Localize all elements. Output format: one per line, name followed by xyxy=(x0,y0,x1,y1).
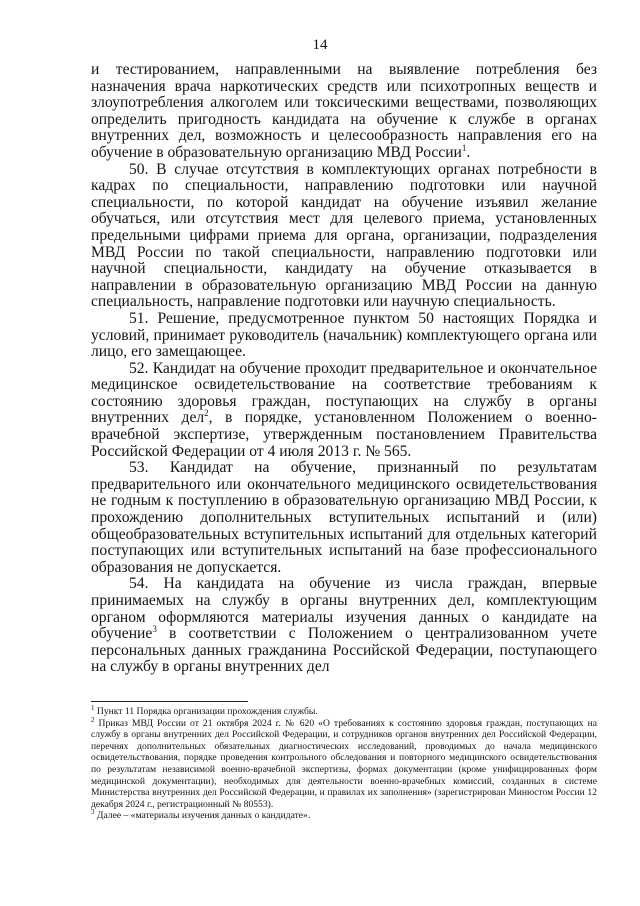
footnote-ref: 1 xyxy=(461,142,467,153)
paragraph-tail: в соответствии с Положением о централизованном учете персональных данных гражданина Российской Федерации, поступающего на службу в органы внутренних дел xyxy=(91,625,597,676)
footnote-mark: 2 xyxy=(91,715,95,724)
paragraph-text: 50. В случае отсутствия в комплектующих органах потребности в кадрах по специальности, направлению подготовки или научной специальности, по которой кандидат на обучение изъявил желание обучаться, или отсутствия мест для целевого приема, установленных предельными цифрами приема для органа, организации, подразделения МВД России по такой специальности, направлению подготовки или научной специальности, кандидату на обучение отказывается в направлении в образовательную организацию МВД России на данную специальность, направление подготовки или научную специальность. xyxy=(91,160,597,311)
paragraph-53 xyxy=(91,460,597,576)
paragraph-text: 52. Кандидат на обучение проходит предварительное и окончательное медицинское освидетельствование на соответствие требованиям к состоянию здоровья граждан, поступающих на службу в органы внутренних дел xyxy=(91,359,597,427)
paragraph-54 xyxy=(91,576,597,676)
paragraph-51 xyxy=(91,311,597,361)
footnote-ref: 2 xyxy=(204,408,209,419)
paragraph-continuation xyxy=(91,62,597,162)
paragraph-52 xyxy=(91,361,597,461)
footnotes xyxy=(91,703,597,822)
paragraph-text: 51. Решение, предусмотренное пунктом 50 настоящих Порядка и условий, принимает руководитель (начальник) комплектующего органа или лицо, его замещающее. xyxy=(91,309,597,361)
paragraph-text: и тестированием, направленными на выявление потребления без назначения врача наркотических средств или психотропных веществ и злоупотребления алкоголем или токсическими веществами, позволяющих определить пригодность кандидата на обучение к службе в органах внутренних дел, возможность и целесообразность направления его на обучение в образовательную организацию МВД России xyxy=(91,61,597,161)
paragraph-tail: , в порядке, установленном Положением о военно-врачебной экспертизе, утвержденным постановлением Правительства Российской Федерации от 4 июля 2013 г. № 565. xyxy=(91,409,597,460)
footnote-3 xyxy=(91,810,597,822)
paragraph-text: 53. Кандидат на обучение, признанный по результатам предварительного или окончательного медицинского освидетельствования не годным к поступлению в образовательную организацию МВД России, к прохождению дополнительных вступительных испытаний и (или) общеобразовательных вступительных испытаний для отдельных категорий поступающих или вступительных испытаний на базе профессионального образования не допускается. xyxy=(91,459,597,576)
paragraph-text: 54. На кандидата на обучение из числа граждан, впервые принимаемых на службу в органы внутренних дел, комплектующим органом оформляются материалы изучения данных о кандидате на обучение xyxy=(91,575,597,643)
footnote-mark: 1 xyxy=(91,703,95,712)
footnote-2 xyxy=(91,715,597,811)
page-number: 14 xyxy=(312,37,328,53)
footnote-1 xyxy=(91,703,597,718)
footnote-text: Далее – «материалы изучения данных о кандидате». xyxy=(94,810,311,822)
paragraph-tail: . xyxy=(466,143,471,161)
footnote-text: Пункт 11 Порядка организации прохождения службы. xyxy=(94,706,318,717)
footnote-separator xyxy=(91,701,248,702)
paragraph-50 xyxy=(91,162,597,311)
footnote-ref: 3 xyxy=(152,624,157,634)
footnote-mark: 3 xyxy=(91,808,95,817)
footnote-text: Приказ МВД России от 21 октября 2024 г. № 620 «О требованиях к состоянию здоровья граждан, поступающих на службу в органы внутренних дел Российской Федерации, и сотрудников органов внутренних дел Российской Федерации, перечнях дополнительных обязательных диагностических исследований, проводимых до начала медицинского освидетельствования, порядке проведения контрольного обследования и повторного медицинского освидетельствования по результатам независимой военно-врачебной экспертизы, формах документации (кроме унифицированных форм медицинской документации), необходимых для деятельности военно-врачебных комиссий, созданных в системе Министерства внутренних дел Российской Федерации, и правилах их заполнения» (зарегистрирован Минюстом России 12 декабря 2024 г., регистрационный № 80553). xyxy=(91,717,597,810)
document-body xyxy=(91,62,597,676)
